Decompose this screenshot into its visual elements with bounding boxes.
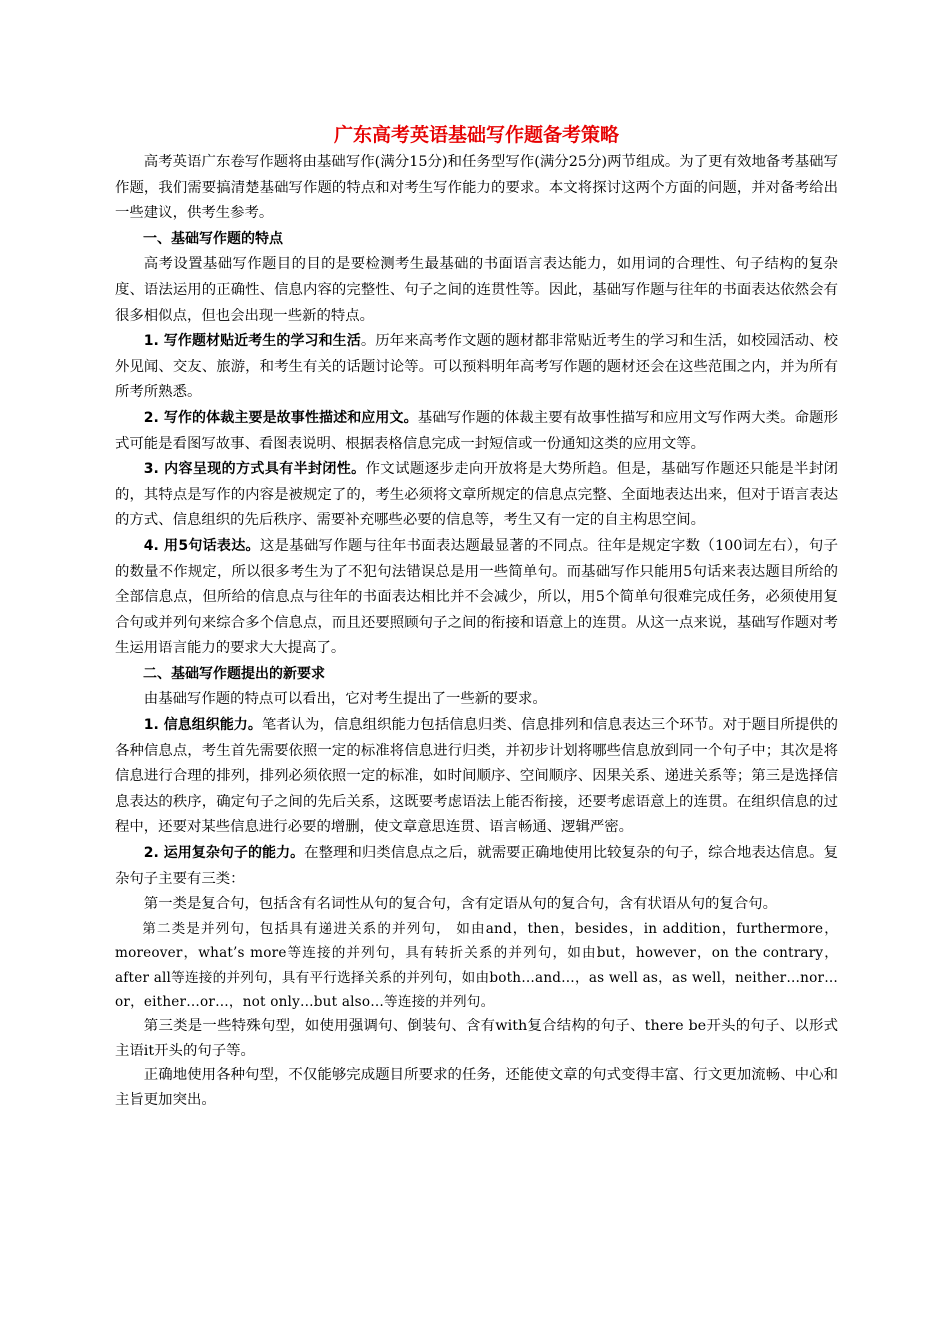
point-lead: 3. 内容呈现的方式具有半封闭性。 [143, 461, 366, 478]
point-text: 这是基础写作题与往年书面表达题最显著的不同点。往年是规定字数（100词左右），句子的数量不作规定，所以很多考生为了不犯句法错误总是用一些简单句。而基础写作只能用5句话来表达题目所给的全部信息点，但所给的信息点与往年的书面表达相比并不会减少，所以，用5个简单句很难完成任务，必须使用复合句或并列句来综合多个信息点，而且还要照顾句子之间的衔接和语意上的连贯。从这一点来说，基础写作题对考生运用语言能力的要求大大提高了。 [115, 537, 838, 657]
section-intro: 高考设置基础写作题目的目的是要检测考生最基础的书面语言表达能力，如用词的合理性、句子结构的复杂度、语法运用的正确性、信息内容的完整性、句子之间的连贯性等。因此，基础写作题与往年的书面表达依然会有很多相似点，但也会出现一些新的特点。 [115, 256, 838, 324]
point-lead: 2. 运用复杂句子的能力。 [143, 845, 305, 862]
feature-point [115, 457, 838, 534]
sentence-type: 第三类是一些特殊句型，如使用强调句、倒装句、含有with复合结构的句子、there be开头的句子、以形式主语it开头的句子等。 [115, 1018, 838, 1059]
intro-paragraph: 高考英语广东卷写作题将由基础写作(满分15分)和任务型写作(满分25分)两节组成。为了更有效地备考基础写作题，我们需要搞清楚基础写作题的特点和对考生写作能力的要求。本文将探讨这两个方面的问题，并对备考给出一些建议，供考生参考。 [115, 154, 838, 222]
sentence-type: 第一类是复合句，包括含有名词性从句的复合句，含有定语从句的复合句，含有状语从句的复合句。 [143, 896, 777, 913]
conclusion-paragraph: 正确地使用各种句型，不仅能够完成题目所要求的任务，还能使文章的句式变得丰富、行文更加流畅、中心和主旨更加突出。 [115, 1067, 838, 1108]
requirement-point [115, 841, 838, 892]
point-text: 作文试题逐步走向开放将是大势所趋。但是，基础写作题还只能是半封闭的，其特点是写作的内容是被规定了的，考生必须将文章所规定的信息点完整、全面地表达出来，但对于语言表达的方式、信息组织的先后秩序、需要补充哪些必要的信息等，考生又有一定的自主构思空间。 [115, 461, 838, 529]
section-heading: 二、基础写作题提出的新要求 [143, 665, 325, 682]
feature-point [115, 534, 838, 662]
section-heading: 一、基础写作题的特点 [143, 230, 283, 247]
requirement-point [115, 713, 838, 841]
point-text: 。历年来高考作文题的题材都非常贴近考生的学习和生活，如校园活动、校外见闻、交友、旅游，和考生有关的话题讨论等。可以预料明年高考写作题的题材还会在这些范围之内，并为所有所考所熟悉。 [115, 333, 838, 401]
feature-point [115, 329, 838, 406]
point-lead: 2. 写作的体裁主要是故事性描述和应用文。 [143, 409, 418, 426]
point-text: 基础写作题的体裁主要有故事性描写和应用文写作两大类。命题形式可能是看图写故事、看图表说明、根据表格信息完成一封短信或一份通知这类的应用文等。 [115, 409, 838, 452]
point-lead: 1. 信息组织能力。 [143, 717, 262, 734]
document-page [115, 120, 838, 1112]
point-text: 在整理和归类信息点之后，就需要正确地使用比较复杂的句子，综合地表达信息。复杂句子主要有三类： [115, 845, 838, 887]
section-intro: 由基础写作题的特点可以看出，它对考生提出了一些新的要求。 [143, 691, 547, 708]
document-title: 广东高考英语基础写作题备考策略 [333, 124, 619, 146]
point-lead: 1. 写作题材贴近考生的学习和生活 [143, 333, 361, 350]
sentence-type: 第二类是并列句，包括具有递进关系的并列句， 如由and，then，besides，in addition，furthermore，moreover，what’s more等连接的并列句，具有转折关系的并列句，如由but，however，on the contrary，after all等连接的并列句，具有平行选择关系的并列句，如由both…and…，as well as，as well，neither…nor…or，either…or…，not only…but also…等连接的并列句。 [115, 920, 838, 1010]
point-text: 笔者认为，信息组织能力包括信息归类、信息排列和信息表达三个环节。对于题目所提供的各种信息点，考生首先需要依照一定的标准将信息进行归类，并初步计划将哪些信息放到同一个句子中；其次是将信息进行合理的排列，排列必须依照一定的标准，如时间顺序、空间顺序、因果关系、递进关系等；第三是选择信息表达的秩序，确定句子之间的先后关系，这既要考虑语法上能否衔接，还要考虑语意上的连贯。在组织信息的过程中，还要对某些信息进行必要的增删，使文章意思连贯、语言畅通、逻辑严密。 [115, 717, 838, 836]
point-lead: 4. 用5句话表达。 [143, 537, 260, 554]
feature-point [115, 406, 838, 457]
